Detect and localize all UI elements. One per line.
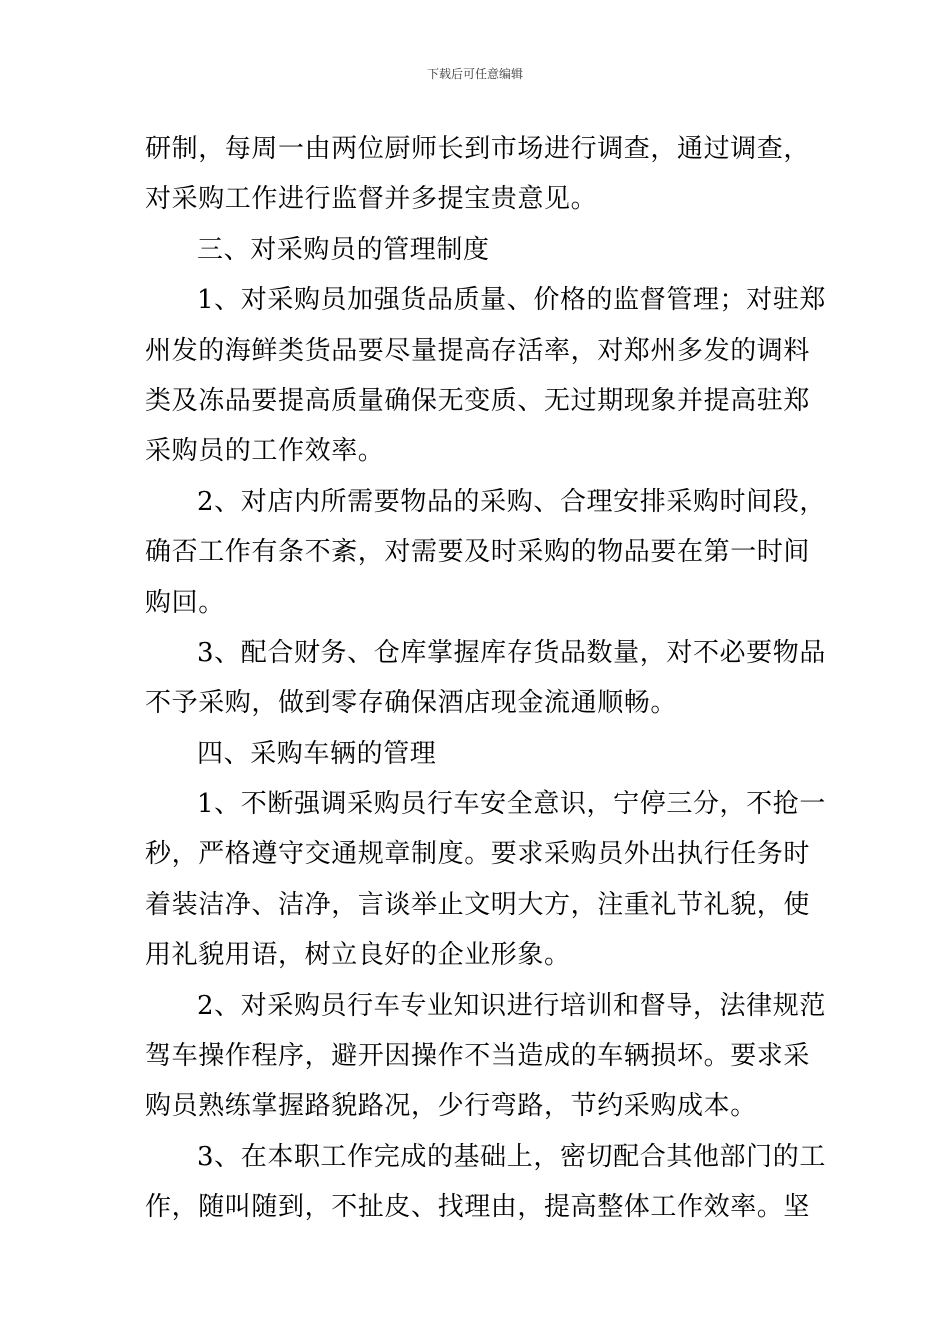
text-line: 3、在本职工作完成的基础上，密切配合其他部门的工 (197, 1141, 826, 1172)
text-line: 着装洁净、洁净，言谈举止文明大方，注重礼节礼貌，使 (145, 889, 811, 920)
text-line: 州发的海鲜类货品要尽量提高存活率，对郑州多发的调料 (145, 335, 811, 366)
text-line: 用礼貌用语，树立良好的企业形象。 (145, 940, 571, 971)
text-line: 不予采购，做到零存确保酒店现金流通顺畅。 (145, 688, 678, 719)
text-line: 3、配合财务、仓库掌握库存货品数量，对不必要物品 (197, 637, 826, 668)
text-line: 确否工作有条不紊，对需要及时采购的物品要在第一时间 (145, 537, 811, 568)
page-header: 下载后可任意编辑 (426, 67, 523, 81)
text-line: 作，随叫随到，不扯皮、找理由，提高整体工作效率。坚 (145, 1192, 811, 1223)
text-line: 类及冻品要提高质量确保无变质、无过期现象并提高驻郑 (145, 385, 811, 416)
text-line: 2、对店内所需要物品的采购、合理安排采购时间段， (197, 486, 826, 517)
text-line: 对采购工作进行监督并多提宝贵意见。 (145, 184, 598, 215)
text-line: 1、不断强调采购员行车安全意识，宁停三分，不抢一 (197, 789, 826, 820)
text-line: 购员熟练掌握路貌路况，少行弯路，节约采购成本。 (145, 1091, 757, 1122)
text-line: 采购员的工作效率。 (145, 436, 385, 467)
document-body (145, 124, 826, 1233)
text-line: 驾车操作程序，避开因操作不当造成的车辆损坏。要求采 (145, 1041, 811, 1072)
text-line: 2、对采购员行车专业知识进行培训和督导，法律规范 (197, 990, 826, 1021)
section-heading: 四、采购车辆的管理 (197, 738, 437, 769)
text-line: 1、对采购员加强货品质量、价格的监督管理；对驻郑 (197, 285, 826, 316)
text-line: 购回。 (145, 587, 225, 618)
section-heading: 三、对采购员的管理制度 (197, 234, 490, 265)
text-line: 研制，每周一由两位厨师长到市场进行调查，通过调查， (145, 134, 811, 164)
text-line: 秒，严格遵守交通规章制度。要求采购员外出执行任务时 (145, 839, 811, 870)
